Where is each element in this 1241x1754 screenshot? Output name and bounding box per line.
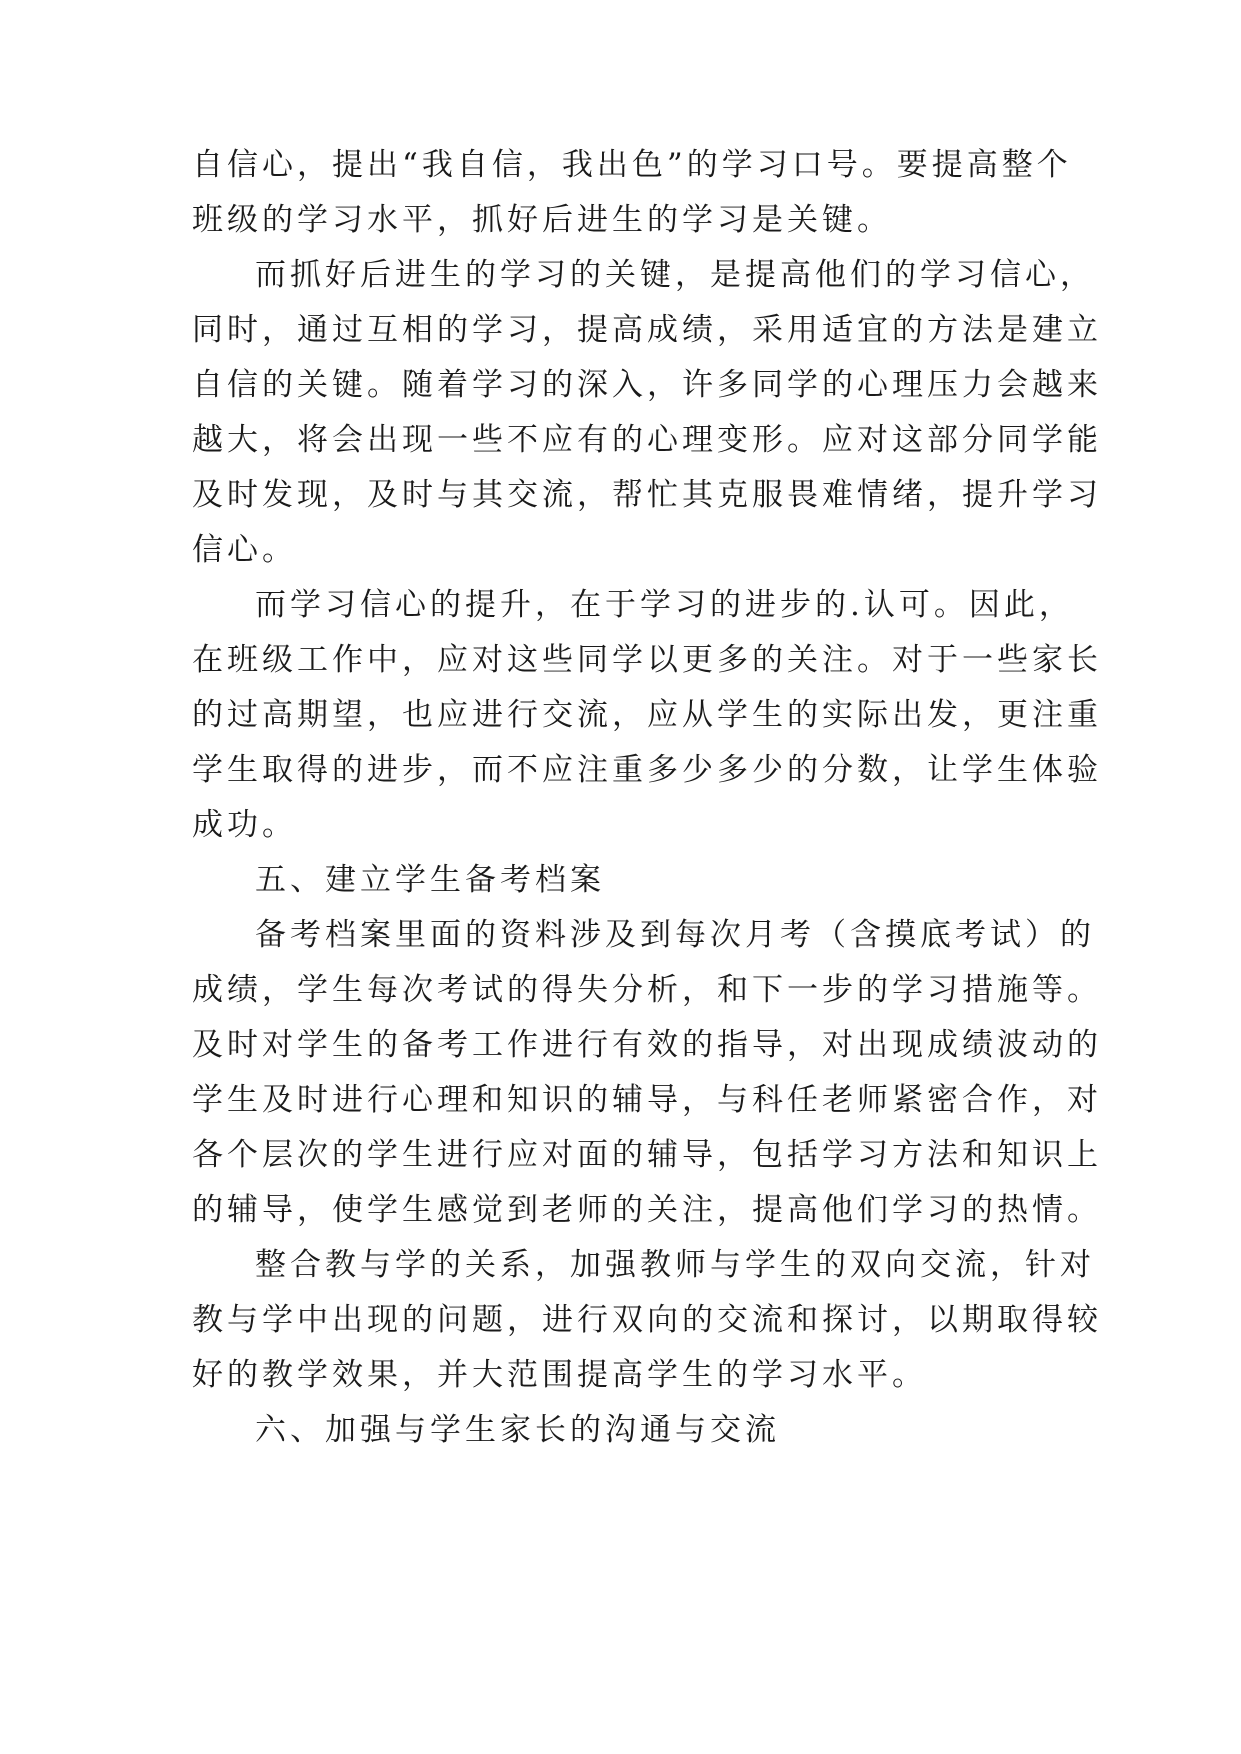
text-line: 的辅导，使学生感觉到老师的关注，提高他们学习的热情。 [192, 1192, 1102, 1228]
text-line: 学生及时进行心理和知识的辅导，与科任老师紧密合作，对 [192, 1082, 1102, 1118]
text-line: 信心。 [192, 532, 297, 568]
section-heading: 六、加强与学生家长的沟通与交流 [255, 1412, 780, 1448]
text-line: 学生取得的进步，而不应注重多少多少的分数，让学生体验 [192, 752, 1102, 788]
text-line: 好的教学效果，并大范围提高学生的学习水平。 [192, 1357, 927, 1393]
text-line: 的过高期望，也应进行交流，应从学生的实际出发，更注重 [192, 697, 1102, 733]
paragraph-first-line: 整合教与学的关系，加强教师与学生的双向交流，针对 [255, 1247, 1095, 1283]
text-line: 成绩，学生每次考试的得失分析，和下一步的学习措施等。 [192, 972, 1102, 1008]
text-line: 越大，将会出现一些不应有的心理变形。应对这部分同学能 [192, 422, 1102, 458]
text-line: 及时发现，及时与其交流，帮忙其克服畏难情绪，提升学习 [192, 477, 1102, 513]
text-line: 教与学中出现的问题，进行双向的交流和探讨，以期取得较 [192, 1302, 1102, 1338]
section-heading: 五、建立学生备考档案 [255, 862, 605, 898]
text-line: 班级的学习水平，抓好后进生的学习是关键。 [192, 202, 892, 238]
paragraph-first-line: 备考档案里面的资料涉及到每次月考（含摸底考试）的 [255, 917, 1095, 953]
text-line: 各个层次的学生进行应对面的辅导，包括学习方法和知识上 [192, 1137, 1102, 1173]
text-line: 成功。 [192, 807, 297, 843]
text-line: 自信的关键。随着学习的深入，许多同学的心理压力会越来 [192, 367, 1102, 403]
text-line: 在班级工作中，应对这些同学以更多的关注。对于一些家长 [192, 642, 1102, 678]
paragraph-first-line: 而学习信心的提升，在于学习的进步的.认可。因此， [255, 587, 1074, 623]
paragraph-first-line: 而抓好后进生的学习的关键，是提高他们的学习信心， [255, 257, 1095, 293]
text-line: 自信心，提出“我自信，我出色”的学习口号。要提高整个 [192, 147, 1072, 183]
text-line: 及时对学生的备考工作进行有效的指导，对出现成绩波动的 [192, 1027, 1102, 1063]
text-line: 同时，通过互相的学习，提高成绩，采用适宜的方法是建立 [192, 312, 1102, 348]
